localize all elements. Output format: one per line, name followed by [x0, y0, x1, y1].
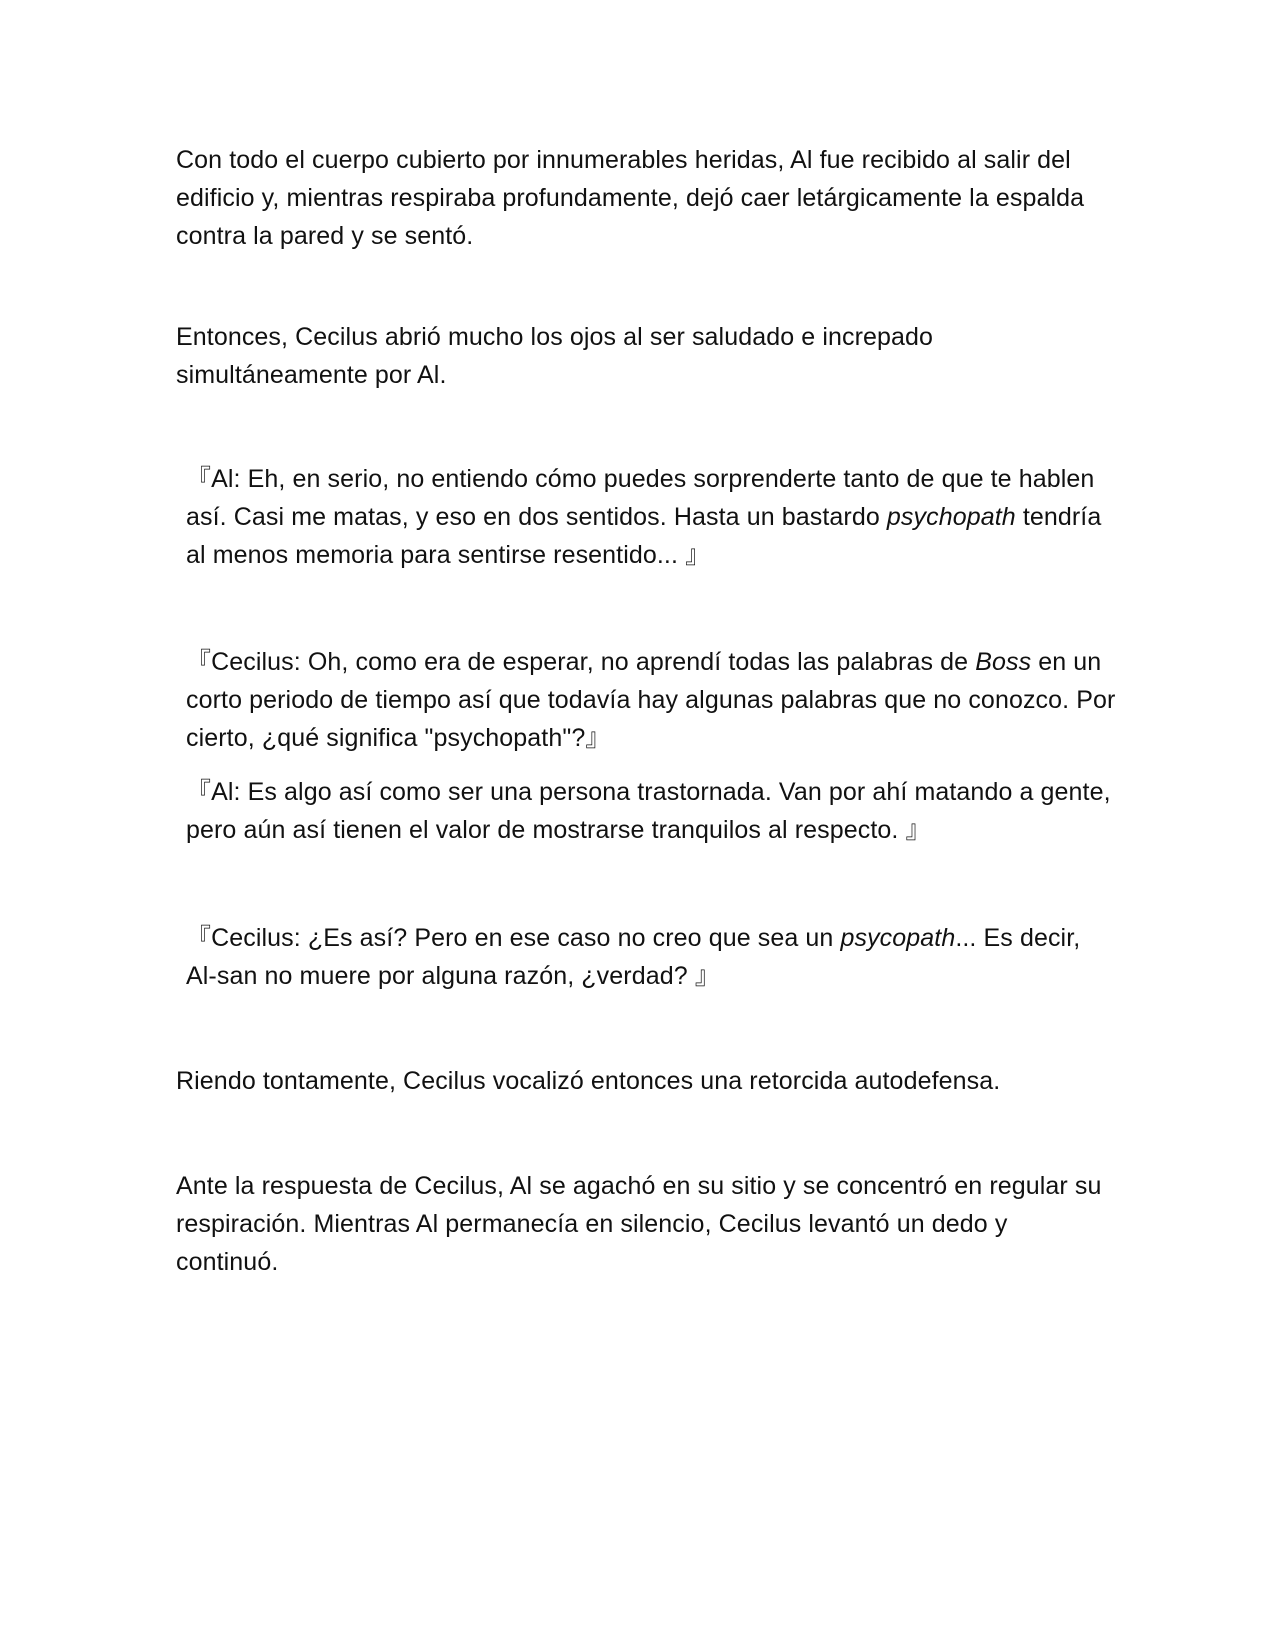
paragraph-text: en un corto periodo de tiempo así que todavía hay algunas palabras que no conozco. Por cierto, ¿qué significa "psychopath"?』: [186, 648, 1116, 752]
paragraph-text: 『Al: Eh, en serio, no entiendo cómo puedes sorprenderte tanto de que te hablen así. Casi me matas, y eso en dos sentidos. Hasta un bastardo: [186, 465, 1095, 531]
paragraph-text: Ante la respuesta de Cecilus, Al se agachó en su sitio y se concentró en regular su respiración. Mientras Al permanecía en silencio, Cecilus levantó un dedo y continuó.: [176, 1172, 1102, 1276]
paragraph-text: Riendo tontamente, Cecilus vocalizó entonces una retorcida autodefensa.: [176, 1067, 1001, 1095]
paragraph-text: 『Cecilus: Oh, como era de esperar, no aprendí todas las palabras de: [186, 648, 976, 676]
dialogue-al-2: [176, 773, 1116, 849]
paragraph-2: [176, 318, 1106, 394]
paragraph-text: 『Cecilus: ¿Es así? Pero en ese caso no creo que sea un: [186, 924, 841, 952]
dialogue-al-1: [176, 460, 1116, 574]
paragraph-text: ... Es decir, Al-san no muere por alguna razón, ¿verdad? 』: [186, 924, 1081, 990]
dialogue-cecilus-1: [176, 643, 1116, 757]
italic-word: Boss: [975, 648, 1032, 676]
paragraph-text: Con todo el cuerpo cubierto por innumerables heridas, Al fue recibido al salir del edificio y, mientras respiraba profundamente, dejó caer letárgicamente la espalda contra la pared y se sentó.: [176, 146, 1085, 250]
paragraph-1: [176, 141, 1106, 255]
paragraph-text: tendría al menos memoria para sentirse resentido... 』: [186, 503, 1102, 569]
paragraph-text: 『Al: Es algo así como ser una persona trastornada. Van por ahí matando a gente, pero aún así tienen el valor de mostrarse tranquilos al respecto. 』: [186, 778, 1111, 844]
dialogue-cecilus-2: [176, 919, 1116, 995]
italic-word: psychopath: [886, 503, 1016, 531]
paragraph-text: Entonces, Cecilus abrió mucho los ojos al ser saludado e increpado simultáneamente por Al.: [176, 323, 934, 389]
italic-word: psycopath: [840, 924, 956, 952]
paragraph-8: [176, 1167, 1106, 1281]
paragraph-7: [176, 1062, 1106, 1100]
